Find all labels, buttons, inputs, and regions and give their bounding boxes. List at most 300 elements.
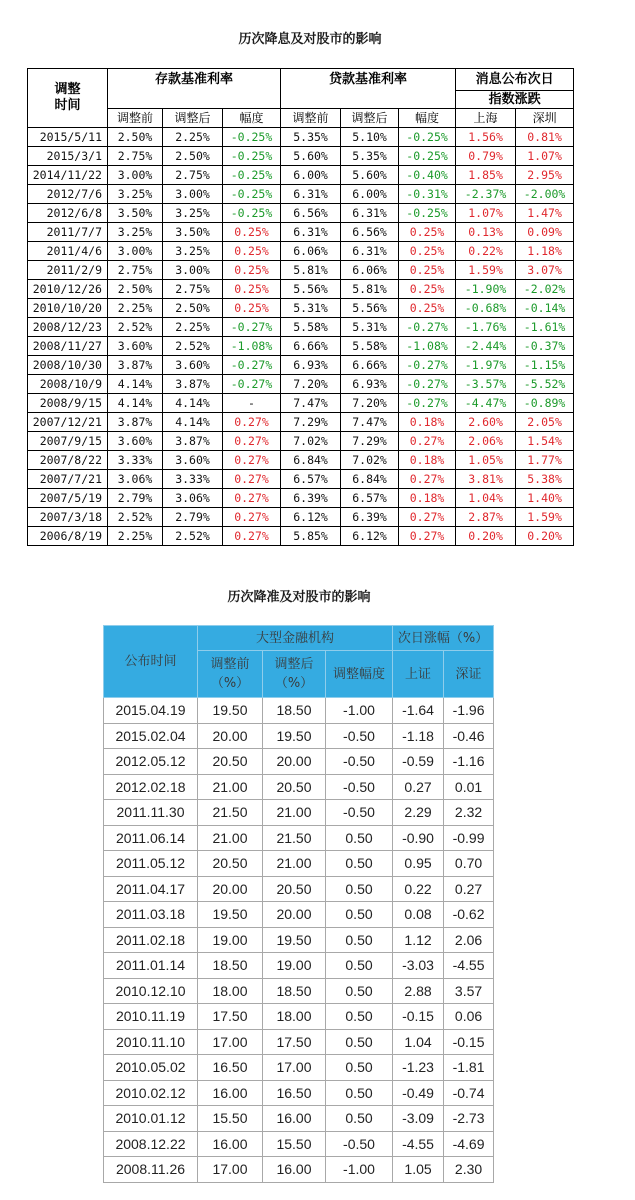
table-body — [28, 128, 574, 546]
ratio-before-cell: 17.00 — [198, 1029, 263, 1055]
table-row — [104, 1080, 494, 1106]
shenzhen-change-cell: 1.59% — [516, 508, 574, 527]
ratio-after-cell: 18.00 — [263, 1004, 326, 1030]
loan-before-cell: 5.35% — [281, 128, 341, 147]
shanghai-change-cell: 1.85% — [456, 166, 516, 185]
table-row — [104, 825, 494, 851]
shenzhen-header: 深圳 — [516, 109, 574, 128]
loan-before-cell: 6.84% — [281, 451, 341, 470]
table-row — [104, 1106, 494, 1132]
shanghai-change-cell: 1.59% — [456, 261, 516, 280]
shanghai-change-cell: -0.68% — [456, 299, 516, 318]
loan-after-cell: 6.56% — [341, 223, 399, 242]
deposit-before-cell: 2.50% — [108, 280, 163, 299]
shenzhen-change-cell: -0.62 — [444, 902, 494, 928]
date-cell: 2008/11/27 — [28, 337, 108, 356]
deposit-after-cell: 3.60% — [163, 451, 223, 470]
deposit-before-cell: 2.52% — [108, 318, 163, 337]
shenzhen-change-cell: -1.81 — [444, 1055, 494, 1081]
shanghai-change-cell: -3.57% — [456, 375, 516, 394]
ratio-after-cell: 15.50 — [263, 1131, 326, 1157]
date-cell: 2010.11.10 — [104, 1029, 198, 1055]
ratio-before-cell: 20.00 — [198, 876, 263, 902]
loan-before-cell: 5.60% — [281, 147, 341, 166]
deposit-change-cell: -0.25% — [223, 166, 281, 185]
loan-after-cell: 5.81% — [341, 280, 399, 299]
shanghai-change-cell: 2.29 — [393, 800, 444, 826]
ratio-before-header — [198, 651, 263, 698]
deposit-after-cell: 2.79% — [163, 508, 223, 527]
shanghai-change-cell: -0.59 — [393, 749, 444, 775]
date-cell: 2011/2/9 — [28, 261, 108, 280]
table-row — [28, 356, 574, 375]
table-row — [104, 1055, 494, 1081]
loan-before-cell: 6.12% — [281, 508, 341, 527]
deposit-before-cell: 2.75% — [108, 261, 163, 280]
ratio-after-cell: 18.50 — [263, 978, 326, 1004]
loan-before-cell: 6.57% — [281, 470, 341, 489]
ratio-after-cell: 20.00 — [263, 749, 326, 775]
loan-before-cell: 6.00% — [281, 166, 341, 185]
ratio-change-cell: 0.50 — [326, 1004, 393, 1030]
date-cell: 2015/5/11 — [28, 128, 108, 147]
date-cell: 2012.05.12 — [104, 749, 198, 775]
table-row — [28, 337, 574, 356]
deposit-after-cell: 4.14% — [163, 413, 223, 432]
deposit-change-cell: -1.08% — [223, 337, 281, 356]
date-cell: 2010.05.02 — [104, 1055, 198, 1081]
loan-after-cell: 6.66% — [341, 356, 399, 375]
table-header — [104, 626, 494, 698]
date-cell: 2012/7/6 — [28, 185, 108, 204]
loan-change-cell: 0.18% — [399, 413, 456, 432]
date-cell: 2011.01.14 — [104, 953, 198, 979]
loan-before-cell: 7.29% — [281, 413, 341, 432]
deposit-after-cell: 2.75% — [163, 166, 223, 185]
shanghai-change-cell: 0.08 — [393, 902, 444, 928]
loan-before-cell: 6.31% — [281, 223, 341, 242]
table-row — [28, 413, 574, 432]
loan-change-cell: 0.27% — [399, 508, 456, 527]
ratio-change-cell: -1.00 — [326, 698, 393, 724]
shanghai-change-cell: -4.47% — [456, 394, 516, 413]
loan-change-cell: 0.18% — [399, 451, 456, 470]
date-cell: 2008.12.22 — [104, 1131, 198, 1157]
date-cell: 2007/9/15 — [28, 432, 108, 451]
ratio-change-cell: 0.50 — [326, 825, 393, 851]
deposit-before-cell: 3.50% — [108, 204, 163, 223]
shenzhen-change-cell: -0.99 — [444, 825, 494, 851]
ratio-after-cell: 19.50 — [263, 723, 326, 749]
table-row — [28, 204, 574, 223]
loan-before-cell: 7.20% — [281, 375, 341, 394]
date-cell: 2014/11/22 — [28, 166, 108, 185]
ratio-after-header — [263, 651, 326, 698]
shenzhen-change-cell: 0.01 — [444, 774, 494, 800]
table-row — [28, 128, 574, 147]
deposit-before-cell: 3.06% — [108, 470, 163, 489]
shanghai-change-cell: 2.88 — [393, 978, 444, 1004]
ratio-change-cell: -0.50 — [326, 749, 393, 775]
deposit-after-cell: 2.25% — [163, 318, 223, 337]
ratio-before-cell: 19.00 — [198, 927, 263, 953]
loan-after-cell: 7.47% — [341, 413, 399, 432]
shenzhen-change-cell: 1.77% — [516, 451, 574, 470]
shanghai-change-cell: 0.20% — [456, 527, 516, 546]
loan-change-cell: -0.27% — [399, 375, 456, 394]
deposit-change-cell: 0.25% — [223, 299, 281, 318]
loan-after-cell: 6.00% — [341, 185, 399, 204]
shanghai-change-cell: 1.56% — [456, 128, 516, 147]
ratio-after-cell: 17.50 — [263, 1029, 326, 1055]
ratio-before-cell: 18.50 — [198, 953, 263, 979]
rrr-cut-title: 历次降准及对股市的影响 — [227, 590, 371, 605]
table-row — [28, 527, 574, 546]
deposit-after-cell: 2.52% — [163, 337, 223, 356]
date-cell: 2011/4/6 — [28, 242, 108, 261]
table-row — [104, 800, 494, 826]
ratio-change-cell: 0.50 — [326, 851, 393, 877]
deposit-before-cell: 3.00% — [108, 242, 163, 261]
date-cell: 2011.02.18 — [104, 927, 198, 953]
ratio-after-cell: 21.00 — [263, 851, 326, 877]
deposit-before-header: 调整前 — [108, 109, 163, 128]
loan-change-cell: 0.25% — [399, 261, 456, 280]
table-row — [28, 147, 574, 166]
date-cell: 2012/6/8 — [28, 204, 108, 223]
date-cell: 2011.03.18 — [104, 902, 198, 928]
shanghai-change-cell: 0.22 — [393, 876, 444, 902]
deposit-before-cell: 2.50% — [108, 128, 163, 147]
table-row — [104, 1029, 494, 1055]
ratio-before-cell: 20.50 — [198, 851, 263, 877]
shanghai-change-cell: 1.07% — [456, 204, 516, 223]
shenzhen-change-cell: 1.18% — [516, 242, 574, 261]
shanghai-change-cell: 0.27 — [393, 774, 444, 800]
shenzhen-change-cell: -0.89% — [516, 394, 574, 413]
deposit-change-cell: 0.27% — [223, 470, 281, 489]
shanghai-change-cell: 1.04% — [456, 489, 516, 508]
ratio-before-cell: 20.50 — [198, 749, 263, 775]
loan-after-cell: 7.02% — [341, 451, 399, 470]
ratio-before-cell: 21.00 — [198, 825, 263, 851]
shanghai-header: 上海 — [456, 109, 516, 128]
date-cell: 2007/3/18 — [28, 508, 108, 527]
date-cell: 2006/8/19 — [28, 527, 108, 546]
shanghai-change-cell: 2.06% — [456, 432, 516, 451]
shenzhen-change-cell: -1.61% — [516, 318, 574, 337]
deposit-rate-group-header: 存款基准利率 — [108, 69, 281, 109]
loan-change-cell: -0.25% — [399, 147, 456, 166]
ratio-before-cell: 20.00 — [198, 723, 263, 749]
loan-change-cell: 0.25% — [399, 299, 456, 318]
shanghai-change-cell: -1.76% — [456, 318, 516, 337]
deposit-after-cell: 3.33% — [163, 470, 223, 489]
shenzhen-change-cell: -2.00% — [516, 185, 574, 204]
deposit-before-cell: 4.14% — [108, 375, 163, 394]
loan-before-cell: 7.47% — [281, 394, 341, 413]
shenzhen-change-cell: 0.09% — [516, 223, 574, 242]
deposit-before-cell: 2.52% — [108, 508, 163, 527]
loan-change-cell: 0.25% — [399, 223, 456, 242]
ratio-before-cell: 19.50 — [198, 698, 263, 724]
header-row — [104, 626, 494, 651]
table-row — [104, 978, 494, 1004]
deposit-after-cell: 3.06% — [163, 489, 223, 508]
shanghai-change-cell: -0.49 — [393, 1080, 444, 1106]
shanghai-change-cell: 1.04 — [393, 1029, 444, 1055]
loan-after-cell: 5.58% — [341, 337, 399, 356]
shanghai-change-cell: -3.09 — [393, 1106, 444, 1132]
loan-before-cell: 6.93% — [281, 356, 341, 375]
table-row — [104, 927, 494, 953]
deposit-after-cell: 3.87% — [163, 432, 223, 451]
loan-after-cell: 5.60% — [341, 166, 399, 185]
loan-before-cell: 5.31% — [281, 299, 341, 318]
shenzhen-change-cell: 2.05% — [516, 413, 574, 432]
loan-change-cell: -0.25% — [399, 128, 456, 147]
loan-after-cell: 6.84% — [341, 470, 399, 489]
table-row — [104, 1157, 494, 1183]
table-row — [104, 1131, 494, 1157]
date-cell: 2008/9/15 — [28, 394, 108, 413]
table-row — [28, 508, 574, 527]
ratio-after-cell: 18.50 — [263, 698, 326, 724]
ratio-before-cell: 16.00 — [198, 1131, 263, 1157]
table-row — [28, 432, 574, 451]
ratio-change-cell: -0.50 — [326, 774, 393, 800]
table-row — [28, 242, 574, 261]
shenzhen-change-cell: -0.46 — [444, 723, 494, 749]
loan-change-cell: 0.27% — [399, 432, 456, 451]
date-cell: 2007/12/21 — [28, 413, 108, 432]
deposit-after-header: 调整后 — [163, 109, 223, 128]
deposit-before-cell: 4.14% — [108, 394, 163, 413]
table-row — [28, 223, 574, 242]
ratio-before-cell: 17.50 — [198, 1004, 263, 1030]
shenzhen-change-cell: 3.07% — [516, 261, 574, 280]
table-row — [104, 953, 494, 979]
deposit-after-cell: 3.00% — [163, 185, 223, 204]
deposit-after-cell: 3.00% — [163, 261, 223, 280]
deposit-change-cell: -0.25% — [223, 147, 281, 166]
table-header — [28, 69, 574, 128]
loan-before-cell: 6.56% — [281, 204, 341, 223]
loan-before-cell: 6.66% — [281, 337, 341, 356]
shenzhen-change-cell: -2.73 — [444, 1106, 494, 1132]
deposit-change-cell: -0.27% — [223, 356, 281, 375]
ratio-before-cell: 21.00 — [198, 774, 263, 800]
deposit-after-cell: 3.25% — [163, 242, 223, 261]
shenzhen-change-cell: 2.32 — [444, 800, 494, 826]
shenzhen-change-cell: 2.06 — [444, 927, 494, 953]
date-cell: 2008/12/23 — [28, 318, 108, 337]
date-cell: 2011.05.12 — [104, 851, 198, 877]
date-cell: 2010.11.19 — [104, 1004, 198, 1030]
table-row — [104, 1004, 494, 1030]
ratio-after-cell: 16.00 — [263, 1157, 326, 1183]
shenzhen-change-cell: 0.27 — [444, 876, 494, 902]
shanghai-change-cell: -1.90% — [456, 280, 516, 299]
deposit-after-cell: 4.14% — [163, 394, 223, 413]
deposit-change-cell: 0.27% — [223, 432, 281, 451]
ratio-change-cell: -0.50 — [326, 1131, 393, 1157]
shenzhen-change-cell: -0.14% — [516, 299, 574, 318]
loan-change-cell: -0.31% — [399, 185, 456, 204]
shenzhen-change-cell: -4.55 — [444, 953, 494, 979]
loan-change-cell: 0.25% — [399, 242, 456, 261]
ratio-change-cell: 0.50 — [326, 876, 393, 902]
shenzhen-change-cell: -5.52% — [516, 375, 574, 394]
loan-after-cell: 5.56% — [341, 299, 399, 318]
date-cell: 2011.11.30 — [104, 800, 198, 826]
loan-after-cell: 7.29% — [341, 432, 399, 451]
loan-before-cell: 6.39% — [281, 489, 341, 508]
deposit-change-cell: 0.27% — [223, 527, 281, 546]
table-row — [28, 299, 574, 318]
ratio-after-cell: 19.50 — [263, 927, 326, 953]
loan-before-cell: 5.85% — [281, 527, 341, 546]
ratio-after-cell: 20.50 — [263, 774, 326, 800]
deposit-change-cell: 0.27% — [223, 451, 281, 470]
shanghai-change-cell: -3.03 — [393, 953, 444, 979]
ratio-before-cell: 21.50 — [198, 800, 263, 826]
loan-after-cell: 5.31% — [341, 318, 399, 337]
date-cell: 2008/10/9 — [28, 375, 108, 394]
table-row — [104, 902, 494, 928]
date-cell: 2011.06.14 — [104, 825, 198, 851]
shanghai-change-cell: 0.22% — [456, 242, 516, 261]
deposit-after-cell: 2.50% — [163, 299, 223, 318]
deposit-change-cell: 0.25% — [223, 280, 281, 299]
shenzhen-change-cell: 0.70 — [444, 851, 494, 877]
shanghai-change-cell: 1.12 — [393, 927, 444, 953]
loan-change-cell: -0.40% — [399, 166, 456, 185]
shanghai-change-cell: -1.64 — [393, 698, 444, 724]
date-cell: 2010.12.10 — [104, 978, 198, 1004]
deposit-after-cell: 2.52% — [163, 527, 223, 546]
rate-cut-title: 历次降息及对股市的影响 — [238, 32, 382, 47]
date-cell: 2007/5/19 — [28, 489, 108, 508]
deposit-change-cell: 0.27% — [223, 508, 281, 527]
deposit-after-cell: 3.50% — [163, 223, 223, 242]
table-row — [28, 318, 574, 337]
deposit-before-cell: 3.87% — [108, 356, 163, 375]
loan-after-cell: 6.57% — [341, 489, 399, 508]
shenzhen-change-cell: 1.54% — [516, 432, 574, 451]
ratio-before-cell: 19.50 — [198, 902, 263, 928]
date-cell: 2015.04.19 — [104, 698, 198, 724]
deposit-after-cell: 2.75% — [163, 280, 223, 299]
deposit-change-cell: -0.25% — [223, 185, 281, 204]
date-cell: 2007/7/21 — [28, 470, 108, 489]
shanghai-change-cell: 2.60% — [456, 413, 516, 432]
deposit-before-cell: 3.25% — [108, 223, 163, 242]
deposit-after-cell: 3.87% — [163, 375, 223, 394]
deposit-change-cell: -0.25% — [223, 204, 281, 223]
header-row — [28, 69, 574, 91]
shanghai-change-cell: 2.87% — [456, 508, 516, 527]
shanghai-change-cell: -2.44% — [456, 337, 516, 356]
deposit-before-cell: 3.00% — [108, 166, 163, 185]
shanghai-index-header: 上证 — [393, 651, 444, 698]
ratio-change-cell: -0.50 — [326, 800, 393, 826]
date-cell: 2015.02.04 — [104, 723, 198, 749]
table-row — [104, 774, 494, 800]
date-cell: 2010/12/26 — [28, 280, 108, 299]
rate-cut-table — [27, 68, 574, 546]
shenzhen-change-cell: -0.15 — [444, 1029, 494, 1055]
date-cell: 2015/3/1 — [28, 147, 108, 166]
shanghai-change-cell: -2.37% — [456, 185, 516, 204]
loan-after-cell: 7.20% — [341, 394, 399, 413]
shenzhen-change-cell: 0.20% — [516, 527, 574, 546]
shenzhen-change-cell: 3.57 — [444, 978, 494, 1004]
loan-after-cell: 6.39% — [341, 508, 399, 527]
announce-date-header: 公布时间 — [104, 626, 198, 698]
shanghai-change-cell: 0.95 — [393, 851, 444, 877]
date-cell: 2010.01.12 — [104, 1106, 198, 1132]
deposit-before-cell: 3.25% — [108, 185, 163, 204]
deposit-before-cell: 2.25% — [108, 527, 163, 546]
ratio-before-cell: 18.00 — [198, 978, 263, 1004]
deposit-before-cell: 3.87% — [108, 413, 163, 432]
table-row — [28, 451, 574, 470]
deposit-change-cell: -0.25% — [223, 128, 281, 147]
loan-before-cell: 5.58% — [281, 318, 341, 337]
deposit-after-cell: 3.60% — [163, 356, 223, 375]
shenzhen-change-cell: -0.37% — [516, 337, 574, 356]
loan-after-cell: 5.35% — [341, 147, 399, 166]
date-cell: 2011.04.17 — [104, 876, 198, 902]
shenzhen-change-cell: -0.74 — [444, 1080, 494, 1106]
deposit-after-cell: 2.25% — [163, 128, 223, 147]
table-row — [104, 851, 494, 877]
deposit-before-cell: 3.33% — [108, 451, 163, 470]
ratio-after-cell: 20.50 — [263, 876, 326, 902]
ratio-before-cell: 16.50 — [198, 1055, 263, 1081]
ratio-after-label-line1: 调整后 — [274, 657, 314, 672]
shanghai-change-cell: 0.13% — [456, 223, 516, 242]
ratio-change-cell: 0.50 — [326, 1055, 393, 1081]
deposit-before-cell: 2.79% — [108, 489, 163, 508]
loan-change-cell: 0.25% — [399, 280, 456, 299]
shenzhen-change-cell: 0.81% — [516, 128, 574, 147]
loan-change-cell: -0.27% — [399, 356, 456, 375]
loan-before-cell: 5.81% — [281, 261, 341, 280]
deposit-change-cell: -0.27% — [223, 375, 281, 394]
ratio-change-header: 调整幅度 — [326, 651, 393, 698]
date-cell: 2007/8/22 — [28, 451, 108, 470]
loan-before-cell: 6.06% — [281, 242, 341, 261]
loan-change-cell: 0.18% — [399, 489, 456, 508]
shenzhen-change-cell: 0.06 — [444, 1004, 494, 1030]
ratio-change-cell: 0.50 — [326, 1029, 393, 1055]
table-row — [28, 261, 574, 280]
table-row — [28, 489, 574, 508]
deposit-after-cell: 2.50% — [163, 147, 223, 166]
loan-change-cell: -0.25% — [399, 204, 456, 223]
ratio-change-cell: 0.50 — [326, 953, 393, 979]
ratio-before-cell: 15.50 — [198, 1106, 263, 1132]
ratio-before-label-line2: （%） — [210, 676, 250, 691]
loan-change-cell: -0.27% — [399, 318, 456, 337]
loan-before-header: 调整前 — [281, 109, 341, 128]
ratio-after-cell: 17.00 — [263, 1055, 326, 1081]
loan-after-cell: 5.10% — [341, 128, 399, 147]
ratio-after-cell: 21.00 — [263, 800, 326, 826]
shenzhen-index-header: 深证 — [444, 651, 494, 698]
